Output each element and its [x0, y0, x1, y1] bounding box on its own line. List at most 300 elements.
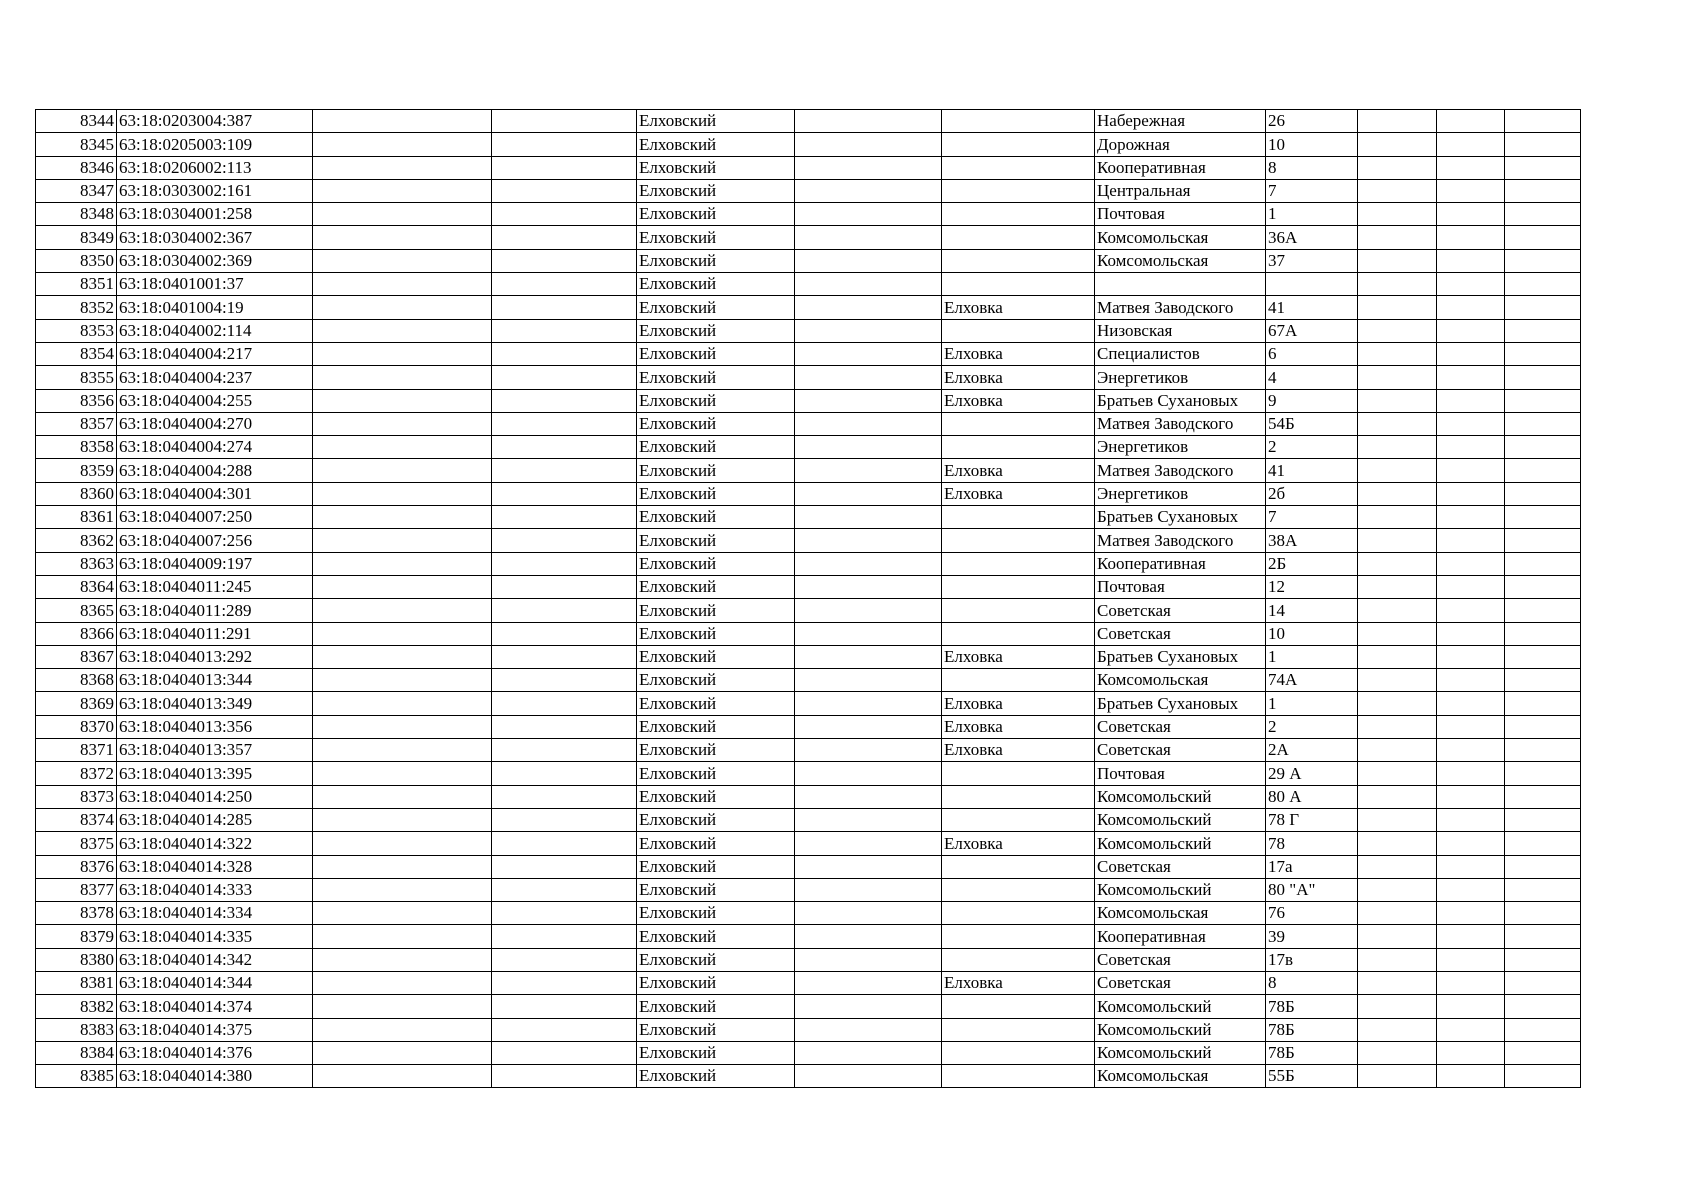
cell-locality	[942, 902, 1095, 925]
cell-col4	[492, 995, 637, 1018]
cell-col10	[1358, 296, 1437, 319]
cell-col3	[313, 622, 492, 645]
cell-col10	[1358, 179, 1437, 202]
cell-num: 8383	[36, 1018, 117, 1041]
cell-col12	[1505, 785, 1581, 808]
cell-locality	[942, 599, 1095, 622]
cell-col12	[1505, 459, 1581, 482]
cell-col3	[313, 832, 492, 855]
cell-street: Матвея Заводского	[1095, 412, 1266, 435]
cell-num: 8374	[36, 808, 117, 831]
cell-house: 7	[1266, 179, 1358, 202]
cell-col11	[1437, 739, 1505, 762]
cell-col6	[795, 342, 942, 365]
cell-locality: Елховка	[942, 366, 1095, 389]
cell-district: Елховский	[637, 482, 795, 505]
cell-col6	[795, 529, 942, 552]
cell-house: 10	[1266, 622, 1358, 645]
cell-col4	[492, 459, 637, 482]
cell-col4	[492, 1018, 637, 1041]
cell-num: 8377	[36, 878, 117, 901]
cell-col10	[1358, 902, 1437, 925]
registry-table-body	[36, 110, 1581, 1088]
table-row	[36, 506, 1581, 529]
cell-col11	[1437, 319, 1505, 342]
table-row	[36, 622, 1581, 645]
cell-col3	[313, 296, 492, 319]
cell-num: 8384	[36, 1041, 117, 1064]
cell-house: 2Б	[1266, 552, 1358, 575]
cell-cadastral: 63:18:0404013:357	[117, 739, 313, 762]
cell-house: 2	[1266, 715, 1358, 738]
cell-col6	[795, 971, 942, 994]
cell-col4	[492, 529, 637, 552]
cell-col10	[1358, 645, 1437, 668]
cell-district: Елховский	[637, 552, 795, 575]
cell-house: 76	[1266, 902, 1358, 925]
cell-col4	[492, 925, 637, 948]
cell-cadastral: 63:18:0404014:375	[117, 1018, 313, 1041]
table-row	[36, 412, 1581, 435]
cell-col11	[1437, 203, 1505, 226]
table-row	[36, 832, 1581, 855]
cell-house: 14	[1266, 599, 1358, 622]
cell-col6	[795, 249, 942, 272]
table-row	[36, 389, 1581, 412]
cell-street: Кооперативная	[1095, 156, 1266, 179]
cell-street: Комсомольская	[1095, 1065, 1266, 1088]
cell-house	[1266, 273, 1358, 296]
cell-district: Елховский	[637, 203, 795, 226]
cell-col3	[313, 692, 492, 715]
cell-col3	[313, 971, 492, 994]
cell-cadastral: 63:18:0404014:344	[117, 971, 313, 994]
cell-col12	[1505, 575, 1581, 598]
cell-col10	[1358, 575, 1437, 598]
cell-col11	[1437, 436, 1505, 459]
cell-street: Советская	[1095, 622, 1266, 645]
cell-col3	[313, 1018, 492, 1041]
cell-col4	[492, 273, 637, 296]
table-row	[36, 645, 1581, 668]
cell-house: 55Б	[1266, 1065, 1358, 1088]
cell-col11	[1437, 1041, 1505, 1064]
cell-street: Комсомольская	[1095, 902, 1266, 925]
cell-locality	[942, 1041, 1095, 1064]
cell-locality	[942, 552, 1095, 575]
cell-col10	[1358, 715, 1437, 738]
cell-cadastral: 63:18:0206002:113	[117, 156, 313, 179]
cell-district: Елховский	[637, 971, 795, 994]
cell-district: Елховский	[637, 436, 795, 459]
table-row	[36, 319, 1581, 342]
cell-col11	[1437, 925, 1505, 948]
cell-col10	[1358, 622, 1437, 645]
cell-street: Комсомольский	[1095, 1018, 1266, 1041]
cell-col6	[795, 1065, 942, 1088]
cell-col11	[1437, 412, 1505, 435]
cell-col10	[1358, 692, 1437, 715]
cell-col10	[1358, 599, 1437, 622]
cell-col6	[795, 669, 942, 692]
cell-locality	[942, 948, 1095, 971]
cell-col3	[313, 506, 492, 529]
cell-col4	[492, 599, 637, 622]
cell-house: 9	[1266, 389, 1358, 412]
document-sheet	[35, 109, 1581, 1088]
cell-street: Специалистов	[1095, 342, 1266, 365]
cell-col10	[1358, 669, 1437, 692]
cell-district: Елховский	[637, 459, 795, 482]
cell-col3	[313, 412, 492, 435]
cell-col6	[795, 203, 942, 226]
cell-col3	[313, 575, 492, 598]
cell-num: 8376	[36, 855, 117, 878]
cell-cadastral: 63:18:0404014:335	[117, 925, 313, 948]
table-row	[36, 482, 1581, 505]
cell-street: Энергетиков	[1095, 436, 1266, 459]
cell-col10	[1358, 506, 1437, 529]
cell-col3	[313, 226, 492, 249]
table-row	[36, 179, 1581, 202]
cell-num: 8345	[36, 133, 117, 156]
cell-col3	[313, 273, 492, 296]
table-row	[36, 226, 1581, 249]
cell-col11	[1437, 482, 1505, 505]
cell-col6	[795, 156, 942, 179]
cell-col10	[1358, 412, 1437, 435]
cell-col6	[795, 366, 942, 389]
cell-col10	[1358, 342, 1437, 365]
cell-col11	[1437, 995, 1505, 1018]
cell-col6	[795, 459, 942, 482]
cell-district: Елховский	[637, 575, 795, 598]
cell-col10	[1358, 1041, 1437, 1064]
cell-street: Матвея Заводского	[1095, 296, 1266, 319]
cell-col3	[313, 855, 492, 878]
cell-col3	[313, 995, 492, 1018]
cell-cadastral: 63:18:0404014:333	[117, 878, 313, 901]
cell-num: 8354	[36, 342, 117, 365]
cell-street: Братьев Сухановых	[1095, 506, 1266, 529]
cell-street: Матвея Заводского	[1095, 529, 1266, 552]
cell-col4	[492, 902, 637, 925]
cell-cadastral: 63:18:0404004:301	[117, 482, 313, 505]
cell-house: 2А	[1266, 739, 1358, 762]
cell-num: 8347	[36, 179, 117, 202]
cell-locality: Елховка	[942, 459, 1095, 482]
cell-cadastral: 63:18:0404004:288	[117, 459, 313, 482]
cell-num: 8365	[36, 599, 117, 622]
cell-col12	[1505, 855, 1581, 878]
cell-locality	[942, 110, 1095, 133]
cell-col3	[313, 669, 492, 692]
cell-street: Низовская	[1095, 319, 1266, 342]
cell-col12	[1505, 1065, 1581, 1088]
cell-locality: Елховка	[942, 296, 1095, 319]
cell-district: Елховский	[637, 319, 795, 342]
cell-col11	[1437, 179, 1505, 202]
cell-locality	[942, 878, 1095, 901]
cell-col12	[1505, 669, 1581, 692]
cell-col12	[1505, 110, 1581, 133]
cell-house: 2	[1266, 436, 1358, 459]
cell-num: 8359	[36, 459, 117, 482]
cell-num: 8385	[36, 1065, 117, 1088]
cell-col3	[313, 1041, 492, 1064]
cell-num: 8352	[36, 296, 117, 319]
table-row	[36, 995, 1581, 1018]
cell-col12	[1505, 692, 1581, 715]
cell-col3	[313, 925, 492, 948]
cell-district: Елховский	[637, 249, 795, 272]
cell-col3	[313, 808, 492, 831]
cell-cadastral: 63:18:0304002:369	[117, 249, 313, 272]
cell-cadastral: 63:18:0404004:270	[117, 412, 313, 435]
cell-cadastral: 63:18:0304001:258	[117, 203, 313, 226]
cell-col10	[1358, 226, 1437, 249]
table-row	[36, 878, 1581, 901]
cell-street: Комсомольская	[1095, 669, 1266, 692]
cell-col6	[795, 296, 942, 319]
cell-cadastral: 63:18:0404009:197	[117, 552, 313, 575]
cell-house: 7	[1266, 506, 1358, 529]
cell-cadastral: 63:18:0404014:322	[117, 832, 313, 855]
cell-col12	[1505, 273, 1581, 296]
cell-col6	[795, 785, 942, 808]
cell-col3	[313, 436, 492, 459]
cell-street: Советская	[1095, 739, 1266, 762]
cell-col3	[313, 203, 492, 226]
cell-district: Елховский	[637, 762, 795, 785]
table-row	[36, 785, 1581, 808]
cell-col12	[1505, 482, 1581, 505]
cell-col12	[1505, 389, 1581, 412]
cell-locality: Елховка	[942, 832, 1095, 855]
cell-district: Елховский	[637, 412, 795, 435]
cell-cadastral: 63:18:0404013:395	[117, 762, 313, 785]
cell-col6	[795, 1041, 942, 1064]
cell-locality	[942, 273, 1095, 296]
cell-num: 8356	[36, 389, 117, 412]
cell-col11	[1437, 575, 1505, 598]
cell-col3	[313, 552, 492, 575]
table-row	[36, 1065, 1581, 1088]
cell-col12	[1505, 529, 1581, 552]
cell-cadastral: 63:18:0404011:245	[117, 575, 313, 598]
cell-col10	[1358, 971, 1437, 994]
cell-col12	[1505, 645, 1581, 668]
cell-cadastral: 63:18:0303002:161	[117, 179, 313, 202]
cell-col4	[492, 133, 637, 156]
cell-col10	[1358, 995, 1437, 1018]
cell-col3	[313, 902, 492, 925]
cell-num: 8346	[36, 156, 117, 179]
cell-col4	[492, 645, 637, 668]
cell-col11	[1437, 506, 1505, 529]
cell-col10	[1358, 203, 1437, 226]
cell-col4	[492, 319, 637, 342]
cell-house: 29 А	[1266, 762, 1358, 785]
cell-col6	[795, 948, 942, 971]
cell-col3	[313, 948, 492, 971]
cell-district: Елховский	[637, 925, 795, 948]
cell-house: 8	[1266, 156, 1358, 179]
cell-col10	[1358, 156, 1437, 179]
cell-col3	[313, 762, 492, 785]
cell-col4	[492, 296, 637, 319]
table-row	[36, 110, 1581, 133]
cell-col11	[1437, 692, 1505, 715]
cell-house: 8	[1266, 971, 1358, 994]
cell-col11	[1437, 1065, 1505, 1088]
cell-col4	[492, 342, 637, 365]
table-row	[36, 552, 1581, 575]
cell-num: 8366	[36, 622, 117, 645]
cell-locality	[942, 506, 1095, 529]
table-row	[36, 203, 1581, 226]
cell-district: Елховский	[637, 692, 795, 715]
cell-col11	[1437, 296, 1505, 319]
cell-num: 8369	[36, 692, 117, 715]
cell-house: 37	[1266, 249, 1358, 272]
cell-locality	[942, 133, 1095, 156]
cell-col4	[492, 948, 637, 971]
cell-house: 1	[1266, 203, 1358, 226]
cell-col12	[1505, 715, 1581, 738]
cell-col11	[1437, 808, 1505, 831]
cell-col11	[1437, 459, 1505, 482]
cell-locality: Елховка	[942, 342, 1095, 365]
cell-locality: Елховка	[942, 645, 1095, 668]
cell-cadastral: 63:18:0404014:342	[117, 948, 313, 971]
cell-col4	[492, 575, 637, 598]
table-row	[36, 925, 1581, 948]
cell-street: Советская	[1095, 971, 1266, 994]
cell-cadastral: 63:18:0404013:349	[117, 692, 313, 715]
cell-col12	[1505, 878, 1581, 901]
cell-col3	[313, 249, 492, 272]
cell-col4	[492, 739, 637, 762]
cell-locality: Елховка	[942, 482, 1095, 505]
cell-num: 8364	[36, 575, 117, 598]
cell-district: Елховский	[637, 156, 795, 179]
cell-street: Комсомольский	[1095, 878, 1266, 901]
cell-locality: Елховка	[942, 692, 1095, 715]
cell-num: 8368	[36, 669, 117, 692]
cell-district: Елховский	[637, 389, 795, 412]
cell-col6	[795, 622, 942, 645]
cell-cadastral: 63:18:0401001:37	[117, 273, 313, 296]
cell-district: Елховский	[637, 1018, 795, 1041]
cell-col3	[313, 739, 492, 762]
table-row	[36, 273, 1581, 296]
cell-col10	[1358, 878, 1437, 901]
cell-cadastral: 63:18:0404002:114	[117, 319, 313, 342]
cell-col6	[795, 436, 942, 459]
cell-house: 1	[1266, 692, 1358, 715]
cell-num: 8372	[36, 762, 117, 785]
cell-num: 8350	[36, 249, 117, 272]
cell-col4	[492, 179, 637, 202]
cell-col4	[492, 412, 637, 435]
cell-col6	[795, 110, 942, 133]
cell-street: Братьев Сухановых	[1095, 645, 1266, 668]
cell-house: 41	[1266, 296, 1358, 319]
cell-street: Комсомольский	[1095, 1041, 1266, 1064]
cell-col4	[492, 692, 637, 715]
cell-house: 74А	[1266, 669, 1358, 692]
cell-col4	[492, 110, 637, 133]
cell-col11	[1437, 855, 1505, 878]
cell-col12	[1505, 1018, 1581, 1041]
cell-street: Советская	[1095, 948, 1266, 971]
cell-col6	[795, 925, 942, 948]
cell-col12	[1505, 203, 1581, 226]
cell-col4	[492, 436, 637, 459]
cell-district: Елховский	[637, 669, 795, 692]
cell-col11	[1437, 669, 1505, 692]
cell-col4	[492, 203, 637, 226]
cell-cadastral: 63:18:0401004:19	[117, 296, 313, 319]
cell-col4	[492, 226, 637, 249]
cell-col12	[1505, 133, 1581, 156]
cell-street: Кооперативная	[1095, 552, 1266, 575]
table-row	[36, 366, 1581, 389]
cell-locality	[942, 529, 1095, 552]
cell-district: Елховский	[637, 645, 795, 668]
cell-district: Елховский	[637, 902, 795, 925]
table-row	[36, 342, 1581, 365]
cell-col10	[1358, 785, 1437, 808]
cell-col6	[795, 389, 942, 412]
cell-house: 17а	[1266, 855, 1358, 878]
cell-col4	[492, 366, 637, 389]
cell-house: 4	[1266, 366, 1358, 389]
cell-cadastral: 63:18:0404014:328	[117, 855, 313, 878]
cell-col4	[492, 622, 637, 645]
cell-col10	[1358, 110, 1437, 133]
cell-house: 78 Г	[1266, 808, 1358, 831]
cell-district: Елховский	[637, 995, 795, 1018]
cell-col12	[1505, 342, 1581, 365]
cell-col6	[795, 273, 942, 296]
cell-house: 36А	[1266, 226, 1358, 249]
cell-col4	[492, 1041, 637, 1064]
cell-col12	[1505, 599, 1581, 622]
cell-district: Елховский	[637, 133, 795, 156]
cell-house: 39	[1266, 925, 1358, 948]
cell-col12	[1505, 808, 1581, 831]
cell-col4	[492, 249, 637, 272]
cell-col6	[795, 902, 942, 925]
cell-locality	[942, 436, 1095, 459]
cell-num: 8348	[36, 203, 117, 226]
cell-street: Комсомольский	[1095, 832, 1266, 855]
cell-locality	[942, 808, 1095, 831]
table-row	[36, 436, 1581, 459]
cell-num: 8351	[36, 273, 117, 296]
cell-col10	[1358, 133, 1437, 156]
cell-col10	[1358, 249, 1437, 272]
cell-locality	[942, 785, 1095, 808]
cell-num: 8360	[36, 482, 117, 505]
cell-col6	[795, 808, 942, 831]
cell-col11	[1437, 715, 1505, 738]
cell-street: Советская	[1095, 599, 1266, 622]
cell-locality: Елховка	[942, 389, 1095, 412]
cell-num: 8380	[36, 948, 117, 971]
